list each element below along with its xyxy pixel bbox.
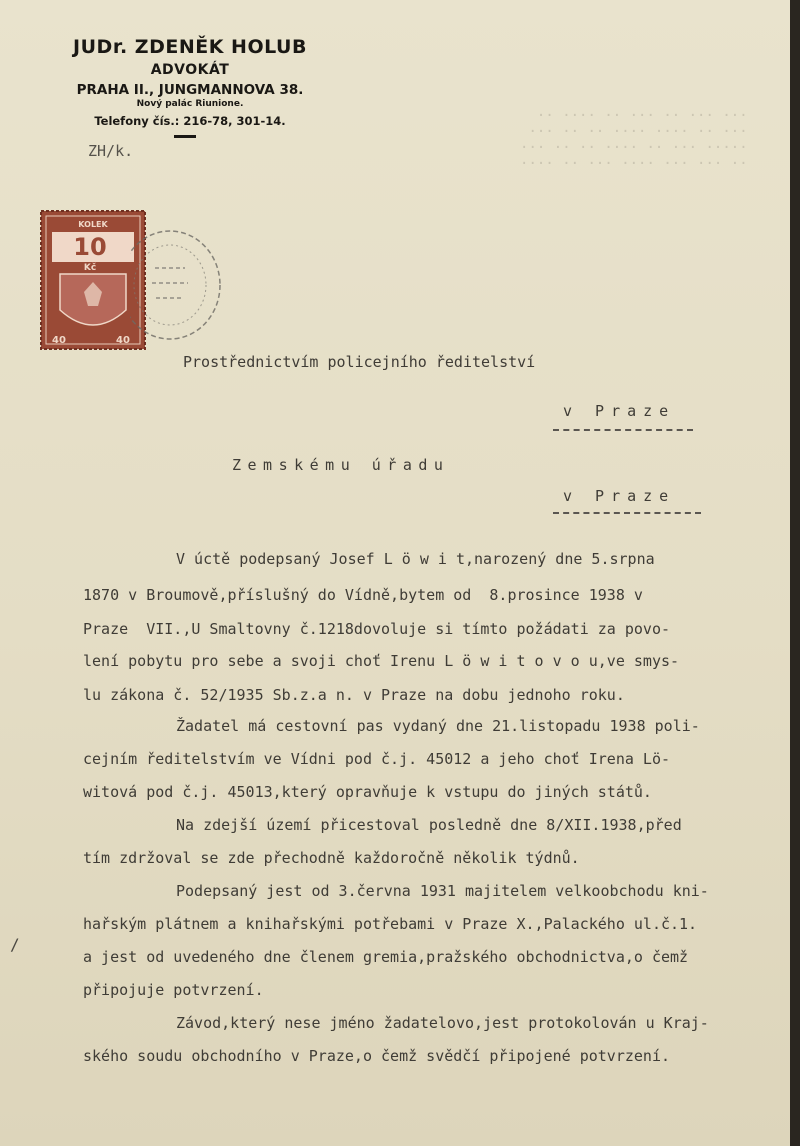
address-via-city: v Praze xyxy=(563,402,676,420)
stamp-value: 10 xyxy=(73,233,107,261)
body-line: Žadatel má cestovní pas vydaný dne 21.listopadu 1938 poli- xyxy=(176,717,700,735)
letterhead-address: PRAHA II., JUNGMANNOVA 38. xyxy=(76,82,304,98)
address-recipient-city: v Praze xyxy=(563,487,676,505)
body-line: Podepsaný jest od 3.června 1931 majitelem velkoobchodu kni- xyxy=(176,882,709,900)
stamp-corner-right: 40 xyxy=(116,335,130,346)
reference-mark: ZH/k. xyxy=(88,142,134,160)
body-line: Závod,který nese jméno žadatelovo,jest protokolován u Kraj- xyxy=(176,1014,709,1032)
scan-edge xyxy=(790,0,800,1146)
address-via: Prostřednictvím policejního ředitelství xyxy=(183,353,536,371)
body-line: cejním ředitelstvím ve Vídni pod č.j. 45012 a jeho choť Irena Lö- xyxy=(83,750,670,768)
body-line: lení pobytu pro sebe a svoji choť Irenu L ö w i t o v o u,ve smys- xyxy=(83,652,680,670)
body-line: Praze VII.,U Smaltovny č.1218dovoluje si tímto požádati za povo- xyxy=(83,620,670,638)
stamp-currency: Kč xyxy=(83,263,97,273)
body-line: ského soudu obchodního v Praze,o čemž svědčí připojené potvrzení. xyxy=(83,1047,670,1065)
body-line: připojuje potvrzení. xyxy=(83,981,264,999)
body-line: 1870 v Broumově,příslušný do Vídně,bytem od 8.prosince 1938 v xyxy=(83,586,643,604)
margin-tick: / xyxy=(10,935,20,954)
letterhead-building: Nový palác Riunione. xyxy=(136,99,244,109)
body-line: hařským plátnem a knihařskými potřebami v Praze X.,Palackého ul.č.1. xyxy=(83,915,698,933)
body-line: V úctě podepsaný Josef L ö w i t,narozený dne 5.srpna xyxy=(176,550,655,568)
bleed-through: ··· ··· ·· ··· ·· ···· ·· ··· ·· ···· ···· ·· ·· ··· ····· ··· ·· ···· ·· ·· ··· ·· ··· ··· ···· ··· ·· ···· xyxy=(520,108,748,172)
body-line: a jest od uvedeného dne členem gremia,pražského obchodnictva,o čemž xyxy=(83,948,689,966)
letterhead-phones: Telefony čís.: 216-78, 301-14. xyxy=(94,114,286,128)
address-recipient: Zemskému úřadu xyxy=(232,456,450,474)
cancellation-seal xyxy=(130,228,225,343)
recipient-city-underline xyxy=(553,512,701,514)
stamp-header: KOLEK xyxy=(78,220,108,229)
letterhead-profession: ADVOKÁT xyxy=(150,62,230,78)
body-line: Na zdejší území přicestoval posledně dne 8/XII.1938,před xyxy=(176,816,682,834)
letterhead-name: JUDr. ZDENĚK HOLUB xyxy=(73,36,307,58)
body-line: lu zákona č. 52/1935 Sb.z.a n. v Praze na dobu jednoho roku. xyxy=(83,686,625,704)
via-city-underline xyxy=(553,429,693,431)
letterhead-divider xyxy=(174,135,196,138)
body-line: tím zdržoval se zde přechodně každoročně několik týdnů. xyxy=(83,849,580,867)
body-line: witová pod č.j. 45013,který opravňuje k vstupu do jiných států. xyxy=(83,783,652,801)
stamp-corner-left: 40 xyxy=(52,335,66,346)
